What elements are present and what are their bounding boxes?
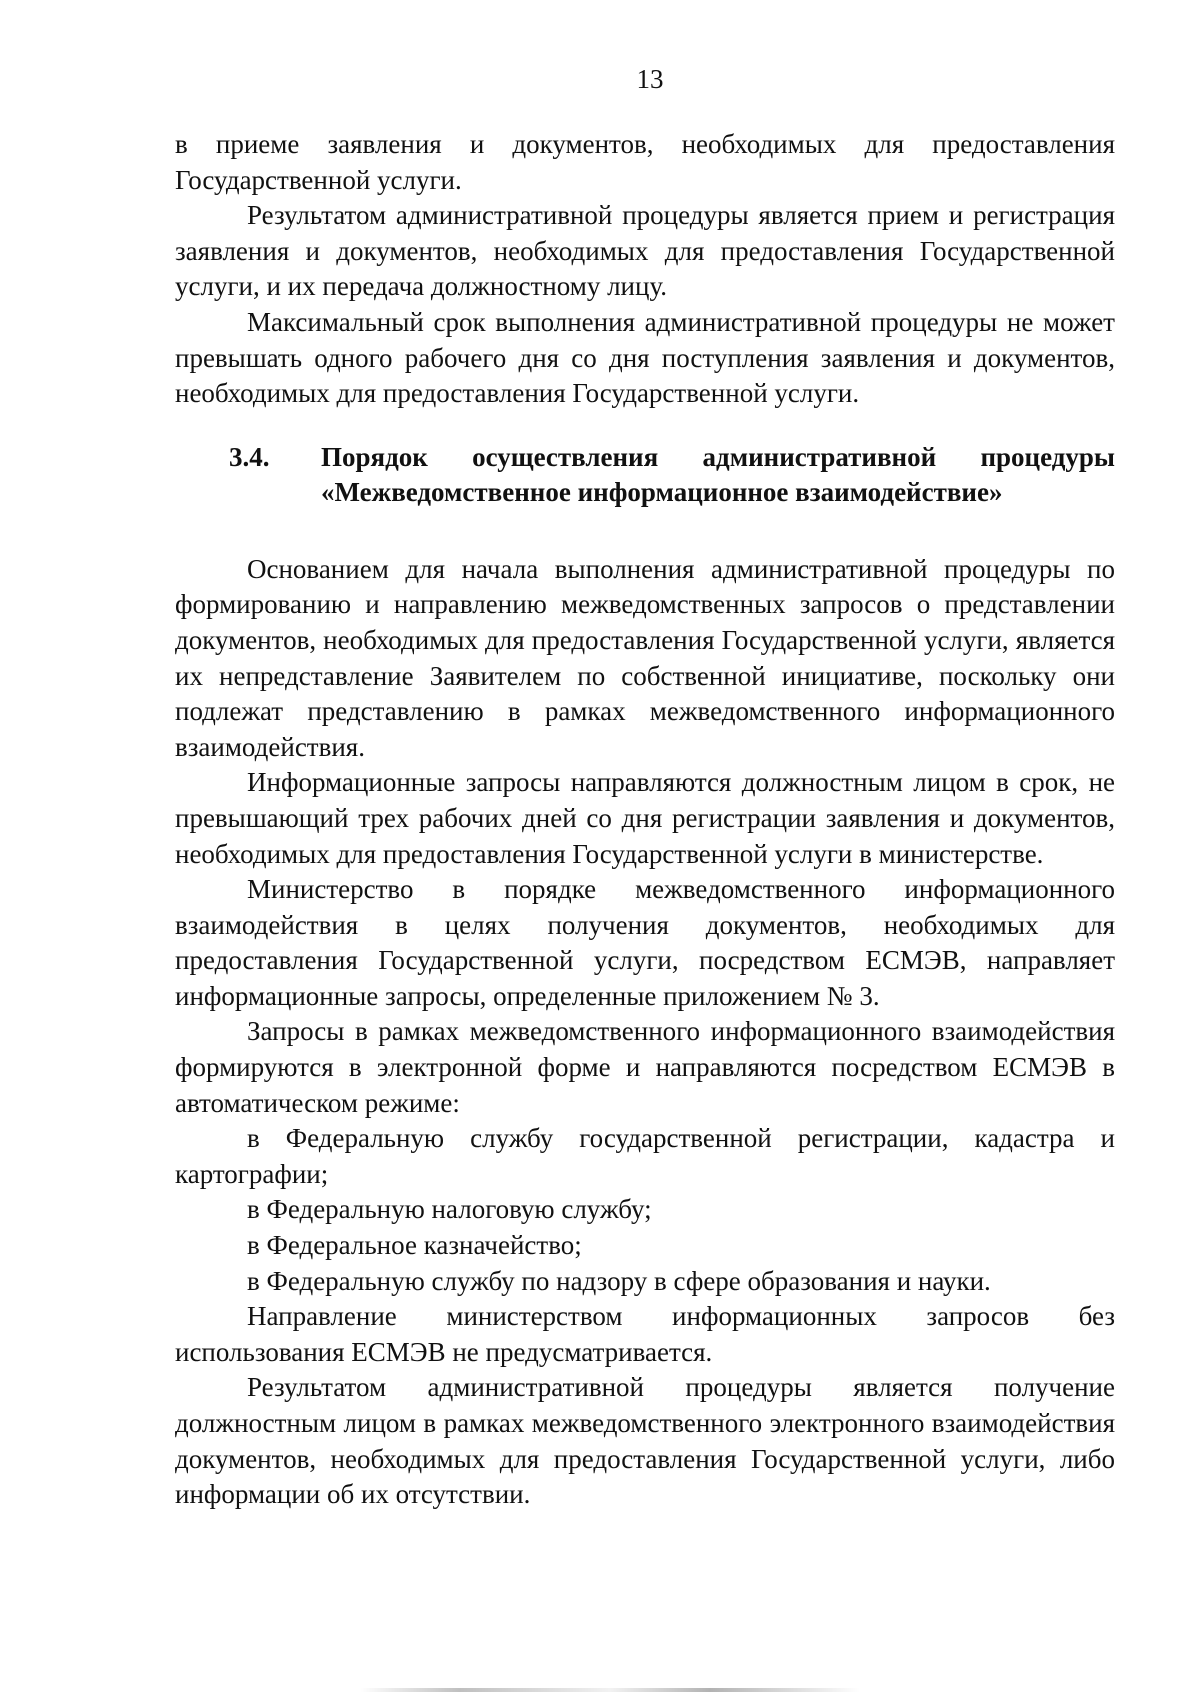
section-title-line: Порядок осуществления административной процедуры	[321, 441, 1115, 472]
section-title	[321, 440, 1115, 510]
paragraph-requests-format: Запросы в рамках межведомственного информационного взаимодействия формируются в электронной форме и направляются посредством ЕСМЭВ в автоматическом режиме:	[175, 1016, 1115, 1118]
page-number: 13	[636, 64, 664, 94]
paragraph-max-term: Максимальный срок выполнения административной процедуры не может превышать одного рабочего дня со дня поступления заявления и документов, необходимых для предоставления Государственной услуги.	[175, 306, 1115, 409]
document-body	[175, 127, 1115, 1513]
list-item: в Федеральную службу государственной регистрации, кадастра и картографии;	[175, 1123, 1115, 1189]
list-item: в Федеральную налоговую службу;	[247, 1194, 652, 1225]
paragraph-ministry-requests: Министерство в порядке межведомственного информационного взаимодействия в целях получения документов, необходимых для предоставления Государственной услуги, посредством ЕСМЭВ, направляет информационные запросы, определенные приложением № 3.	[175, 874, 1115, 1011]
paragraph-section-result: Результатом административной процедуры является получение должностным лицом в рамках межведомственного электронного взаимодействия документов, необходимых для предоставления Государственной услуги, либо информации об их отсутствии.	[175, 1372, 1115, 1510]
paragraph-no-esmev: Направление министерством информационных запросов без использования ЕСМЭВ не предусматривается.	[175, 1301, 1115, 1367]
list-item: в Федеральное казначейство;	[247, 1230, 582, 1261]
section-title-line: «Межведомственное информационное взаимодействие»	[321, 476, 1003, 507]
scan-edge-artifact	[360, 1688, 860, 1692]
paragraph-result: Результатом административной процедуры является прием и регистрация заявления и документов, необходимых для предоставления Государственной услуги, и их передача должностному лицу.	[175, 200, 1115, 302]
section-number: 3.4.	[229, 441, 270, 472]
paragraph-basis: Основанием для начала выполнения административной процедуры по формированию и направлению межведомственных запросов о представлении документов, необходимых для предоставления Государственной услуги, является их непредставление Заявителем по собственной инициативе, поскольку они подлежат представлению в рамках межведомственного информационного взаимодействия.	[175, 553, 1115, 762]
list-item: в Федеральную службу по надзору в сфере образования и науки.	[247, 1265, 991, 1296]
section-heading	[175, 440, 1115, 510]
paragraph-continuation: в приеме заявления и документов, необходимых для предоставления Государственной услуги.	[175, 129, 1115, 195]
paragraph-requests-term: Информационные запросы направляются должностным лицом в срок, не превышающий трех рабочих дней со дня регистрации заявления и документов, необходимых для предоставления Государственной услуги в министерстве.	[175, 767, 1115, 869]
